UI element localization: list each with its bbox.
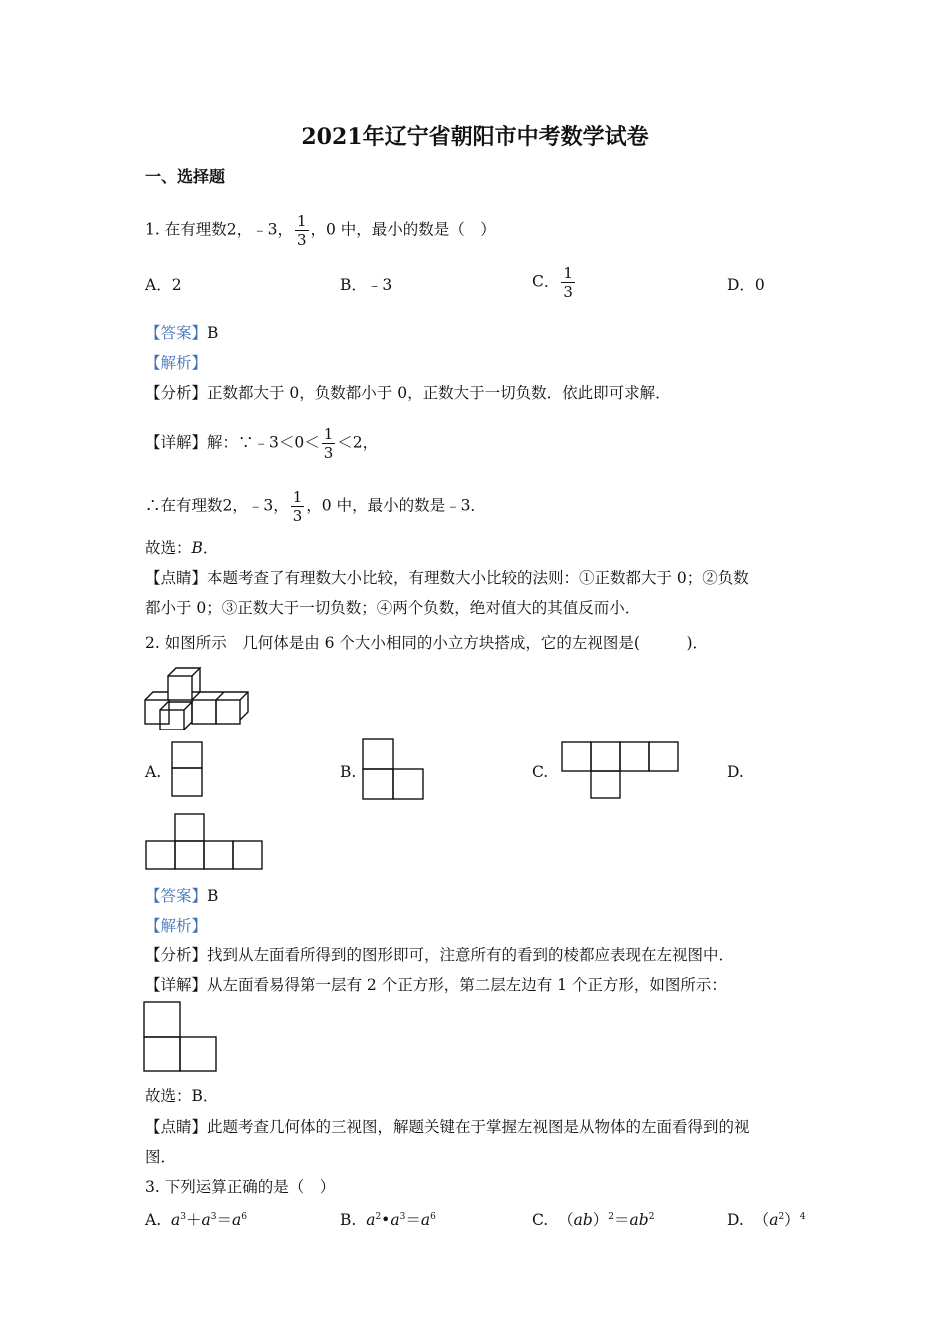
q3-stem: 3. 下列运算正确的是（ ） bbox=[145, 1178, 336, 1196]
q2-option-b-figure bbox=[362, 737, 432, 801]
q2-option-a-figure bbox=[170, 740, 206, 800]
q2-comment-line2: 图． bbox=[145, 1148, 177, 1166]
q2-answer: 【答案】B bbox=[145, 887, 219, 905]
page-title: 2021年辽宁省朝阳市中考数学试卷 bbox=[301, 124, 649, 150]
q1-option-c: C． $\frac{1}{3}$ bbox=[532, 264, 573, 301]
q1-choice: 故选：B． bbox=[145, 539, 219, 557]
q1-stem: 1. 在有理数2，﹣3， $\frac{1}{3}$ ，0 中，最小的数是（ ） bbox=[145, 212, 496, 249]
q2-option-d-figure bbox=[145, 812, 269, 872]
q1-analysis: 【分析】正数都大于 0，负数都小于 0，正数大于一切负数．依此即可求解． bbox=[145, 384, 671, 402]
q2-left-view-figure bbox=[142, 1000, 222, 1074]
q2-option-c-label: C. bbox=[532, 763, 549, 781]
q2-detail: 【详解】从左面看易得第一层有 2 个正方形，第二层左边有 1 个正方形，如图所示： bbox=[145, 976, 727, 994]
q2-stem: 2. 如图所示 几何体是由 6 个大小相同的小立方块搭成，它的左视图是( )． bbox=[145, 634, 709, 652]
q2-option-d-label: D. bbox=[727, 763, 744, 781]
cube-solid-figure bbox=[140, 660, 260, 730]
q3-option-a: A. $a^3+a^3=a^6$ bbox=[145, 1211, 247, 1230]
q3-option-c: C. $(ab)^2=ab^2$ bbox=[532, 1211, 655, 1230]
q1-detail: 【详解】解：∵﹣3＜0＜ $\frac{1}{3}$ ＜2， bbox=[145, 425, 379, 462]
q2-jiexi-label: 【解析】 bbox=[145, 917, 208, 935]
q2-option-a-label: A. bbox=[145, 763, 162, 781]
q1-option-a: A．2 bbox=[145, 276, 182, 294]
section-heading: 一、选择题 bbox=[145, 167, 226, 186]
q1-option-d: D．0 bbox=[727, 276, 765, 294]
q2-option-b-label: B. bbox=[340, 763, 357, 781]
q2-option-c-figure bbox=[560, 740, 684, 800]
q1-comment-line2: 都小于 0；③正数大于一切负数；④两个负数，绝对值大的其值反而小． bbox=[145, 599, 641, 617]
q1-jiexi-label: 【解析】 bbox=[145, 354, 208, 372]
q1-answer: 【答案】B bbox=[145, 324, 219, 342]
q3-option-b: B. $a^2•a^3=a^6$ bbox=[340, 1211, 436, 1230]
q2-choice: 故选：B． bbox=[145, 1087, 219, 1105]
q1-option-b: B．﹣3 bbox=[340, 276, 393, 294]
q1-conclusion: ∴在有理数2，﹣3， $\frac{1}{3}$ ，0 中，最小的数是﹣3． bbox=[145, 488, 486, 525]
fraction-one-third: $\frac{1}{3}$ bbox=[296, 212, 307, 249]
q2-comment-line1: 【点睛】此题考查几何体的三视图，解题关键在于掌握左视图是从物体的左面看得到的视 bbox=[145, 1118, 750, 1136]
q2-analysis: 【分析】找到从左面看所得到的图形即可，注意所有的看到的棱都应表现在左视图中． bbox=[145, 946, 735, 964]
q3-option-d: D. $(a^2)^4$ bbox=[727, 1211, 806, 1230]
q1-comment-line1: 【点睛】本题考查了有理数大小比较，有理数大小比较的法则：①正数都大于 0；②负数 bbox=[145, 569, 749, 587]
